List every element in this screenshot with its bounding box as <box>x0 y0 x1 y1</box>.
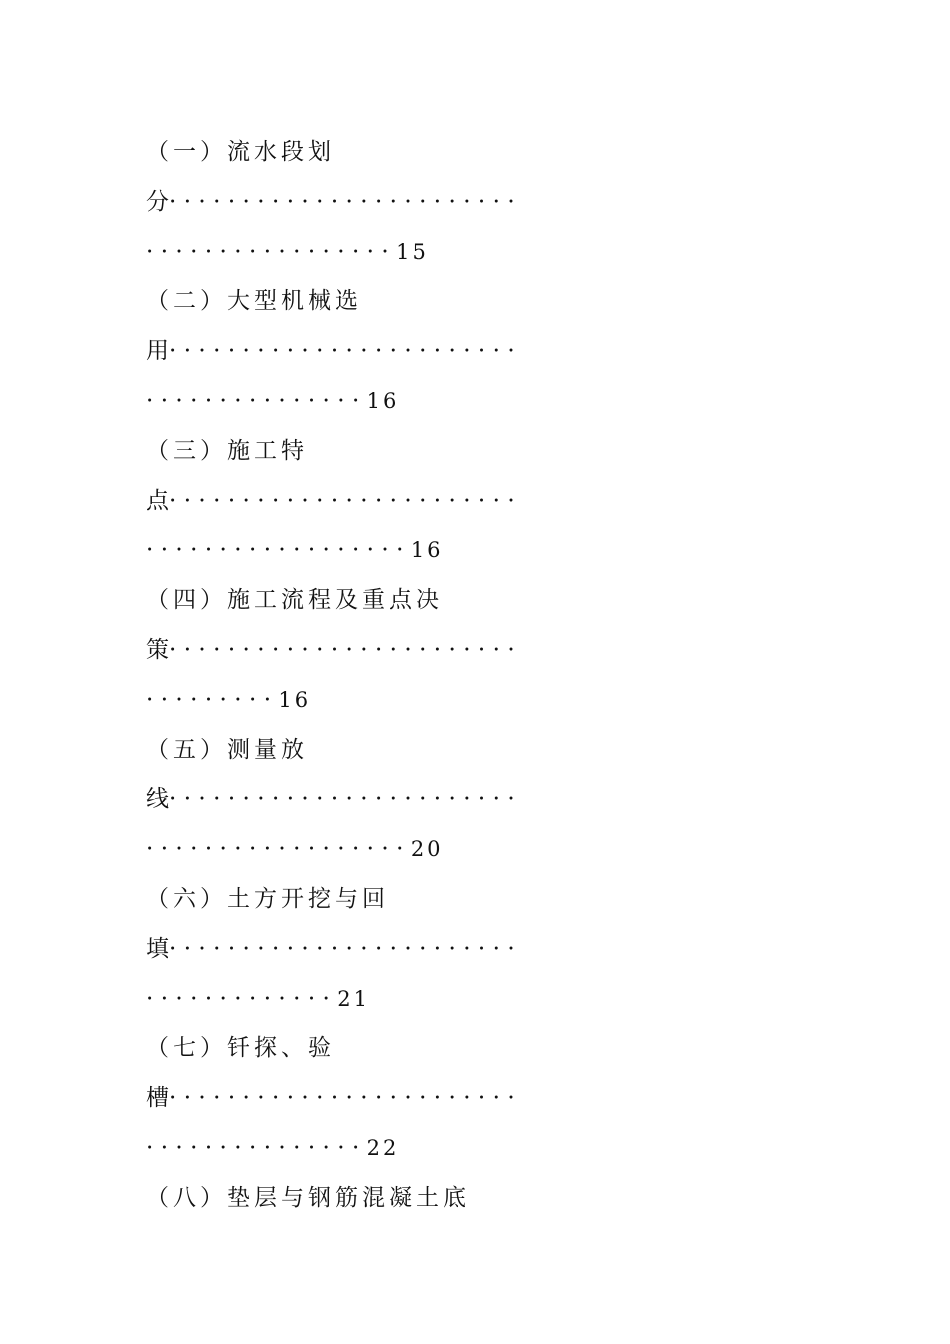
toc-entry-tail: 点 <box>146 487 169 514</box>
table-of-contents <box>146 128 786 1224</box>
toc-entry-page-line <box>146 526 786 576</box>
leader-dots: ························ <box>169 786 523 813</box>
toc-entry-page-line <box>146 825 786 875</box>
toc-entry-leader <box>146 626 786 676</box>
page-number: 16 <box>278 687 312 712</box>
toc-entry-title: （七）钎探、验 <box>146 1035 335 1062</box>
toc-entry-page-line <box>146 676 786 726</box>
toc-entry-title: （三）施工特 <box>146 437 308 464</box>
page-number: 21 <box>337 986 370 1011</box>
toc-entry-page-line <box>146 377 786 427</box>
toc-entry-title: （四）施工流程及重点决 <box>146 587 443 614</box>
leader-dots: ························ <box>169 1085 523 1112</box>
page-number: 15 <box>396 239 429 264</box>
leader-dots: ························ <box>169 338 523 365</box>
page-number: 16 <box>366 388 400 413</box>
toc-entry-leader <box>146 178 786 228</box>
toc-entry-page-line <box>146 1124 786 1174</box>
leader-dots: ························ <box>169 636 523 663</box>
toc-entry-tail: 用 <box>146 338 169 365</box>
toc-entry-title: （二）大型机械选 <box>146 288 362 315</box>
page-number: 20 <box>410 837 444 862</box>
toc-entry-page-line <box>146 228 786 278</box>
toc-entry-leader <box>146 1074 786 1124</box>
leader-dots: ··············· <box>146 387 367 414</box>
toc-entry-tail: 分 <box>146 188 169 215</box>
toc-entry-title: （五）测量放 <box>146 736 308 763</box>
leader-dots: ········· <box>146 686 279 713</box>
toc-entry-title: （一）流水段划 <box>146 139 335 165</box>
toc-entry-leader <box>146 477 786 527</box>
page-number: 22 <box>366 1135 400 1160</box>
toc-entry-tail: 策 <box>146 636 169 663</box>
toc-entry-tail: 线 <box>146 786 169 813</box>
leader-dots: ·················· <box>146 836 411 863</box>
toc-entry-title: （八）垫层与钢筋混凝土底 <box>146 1184 470 1211</box>
leader-dots: ············· <box>146 985 338 1012</box>
toc-entry-tail: 槽 <box>146 1085 169 1112</box>
leader-dots: ··············· <box>146 1134 367 1161</box>
toc-entry-tail: 填 <box>146 935 169 962</box>
leader-dots: ························ <box>169 188 523 215</box>
leader-dots: ························ <box>169 487 523 514</box>
leader-dots: ················· <box>146 238 397 265</box>
leader-dots: ························ <box>169 935 523 962</box>
toc-entry-page-line <box>146 975 786 1025</box>
toc-entry-title: （六）土方开挖与回 <box>146 885 389 912</box>
toc-entry-leader <box>146 327 786 377</box>
toc-entry-leader <box>146 925 786 975</box>
page-number: 16 <box>410 538 444 563</box>
leader-dots: ·················· <box>146 537 411 564</box>
toc-entry-leader <box>146 775 786 825</box>
